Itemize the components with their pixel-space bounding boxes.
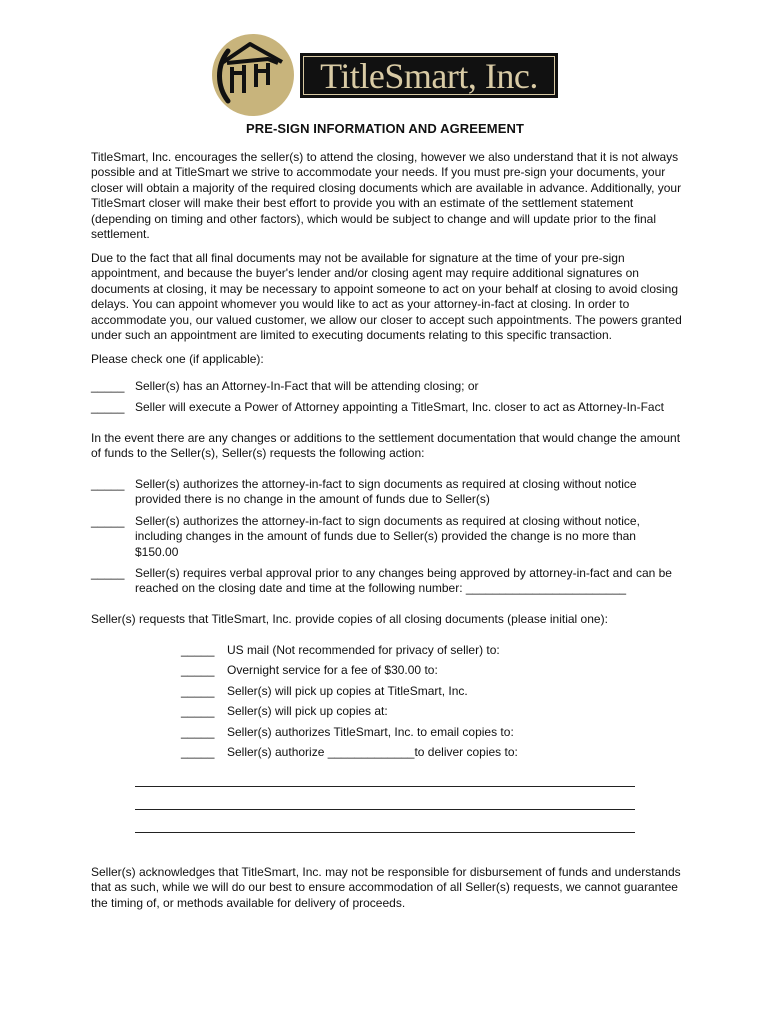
copy-option[interactable] xyxy=(181,663,601,679)
delivery-address-line[interactable] xyxy=(135,786,635,787)
logo-wordmark xyxy=(300,53,558,98)
action-option[interactable] xyxy=(91,477,691,509)
initial-blank[interactable]: _____ xyxy=(91,400,125,414)
initial-blank[interactable]: _____ xyxy=(181,745,215,759)
option-text: Overnight service for a fee of $30.00 to: xyxy=(227,663,438,677)
page-title: PRE-SIGN INFORMATION AND AGREEMENT xyxy=(245,121,525,136)
option-text: Seller(s) authorizes TitleSmart, Inc. to email copies to: xyxy=(227,725,514,739)
option-text: Seller(s) requires verbal approval prior to any changes being approved by attorney-in-fact and can be reached on the closing date and time at the following number: ________________________ xyxy=(135,566,672,596)
acknowledgement-paragraph: Seller(s) acknowledges that TitleSmart, Inc. may not be responsible for disbursement of funds and understands that as such, while we will do our best to ensure accommodation of all Seller(s) requests, we cannot guarantee the timing of, or methods available for delivery of proceeds. xyxy=(91,865,681,910)
copy-option[interactable] xyxy=(181,684,601,700)
initial-blank[interactable]: _____ xyxy=(181,643,215,657)
option-text: Seller(s) has an Attorney-In-Fact that will be attending closing; or xyxy=(135,379,479,393)
copies-paragraph: Seller(s) requests that TitleSmart, Inc. provide copies of all closing documents (please initial one): xyxy=(91,612,608,626)
initial-blank[interactable]: _____ xyxy=(91,379,125,393)
initial-blank[interactable]: _____ xyxy=(91,566,125,580)
initial-blank[interactable]: _____ xyxy=(91,477,125,491)
check-option[interactable] xyxy=(91,400,691,416)
check-option[interactable] xyxy=(91,379,691,395)
intro-paragraph: TitleSmart, Inc. encourages the seller(s) to attend the closing, however we also understand that it is not always possible and at TitleSmart we strive to accommodate your needs. If you must pre-sign your documents, your closer will obtain a majority of the required closing documents which are available in advance. Additionally, your TitleSmart closer will make their best effort to provide you with an estimate of the settlement statement (depending on timing and other factors), which would be subject to change and will update prior to the final settlement. xyxy=(91,150,682,242)
initial-blank[interactable]: _____ xyxy=(181,663,215,677)
delivery-address-line[interactable] xyxy=(135,809,635,810)
option-text: US mail (Not recommended for privacy of seller) to: xyxy=(227,643,500,657)
copy-option[interactable] xyxy=(181,745,601,761)
option-text: Seller(s) will pick up copies at: xyxy=(227,704,388,718)
initial-blank[interactable]: _____ xyxy=(91,514,125,528)
changes-paragraph: In the event there are any changes or additions to the settlement documentation that would change the amount of funds to the Seller(s), Seller(s) requests the following action: xyxy=(91,431,681,461)
copy-option[interactable] xyxy=(181,643,601,659)
logo-wordmark-text: TitleSmart, Inc. xyxy=(303,56,555,95)
action-option[interactable] xyxy=(91,514,691,562)
copy-option[interactable] xyxy=(181,704,601,720)
option-text: Seller(s) will pick up copies at TitleSmart, Inc. xyxy=(227,684,468,698)
delivery-address-line[interactable] xyxy=(135,832,635,833)
option-text: Seller(s) authorize _____________to deliver copies to: xyxy=(227,745,518,759)
copy-option[interactable] xyxy=(181,725,601,741)
initial-blank[interactable]: _____ xyxy=(181,725,215,739)
action-option[interactable] xyxy=(91,566,691,598)
initial-blank[interactable]: _____ xyxy=(181,704,215,718)
check-one-label: Please check one (if applicable): xyxy=(91,352,264,366)
option-text: Seller will execute a Power of Attorney appointing a TitleSmart, Inc. closer to act as Attorney-In-Fact xyxy=(135,400,664,414)
option-text: Seller(s) authorizes the attorney-in-fact to sign documents as required at closing without notice provided there is no change in the amount of funds due to Seller(s) xyxy=(135,477,637,507)
house-arch-logo-icon xyxy=(208,31,294,117)
appointment-paragraph: Due to the fact that all final documents may not be available for signature at the time of your pre-sign appointment, and because the buyer's lender and/or closing agent may require additional signatures on documents at closing, it may be necessary to appoint someone to act on your behalf at closing to avoid closing delays. You can appoint whomever you would like to act as your attorney-in-fact at closing. In order to accommodate you, our valued customer, we allow our closer to accept such appointments. The powers granted under such an appointment are limited to executing documents relating to this specific transaction. xyxy=(91,251,682,343)
option-text: Seller(s) authorizes the attorney-in-fact to sign documents as required at closing without notice, including changes in the amount of funds due to Seller(s) provided the change is no more than $150.00 xyxy=(135,514,640,559)
initial-blank[interactable]: _____ xyxy=(181,684,215,698)
